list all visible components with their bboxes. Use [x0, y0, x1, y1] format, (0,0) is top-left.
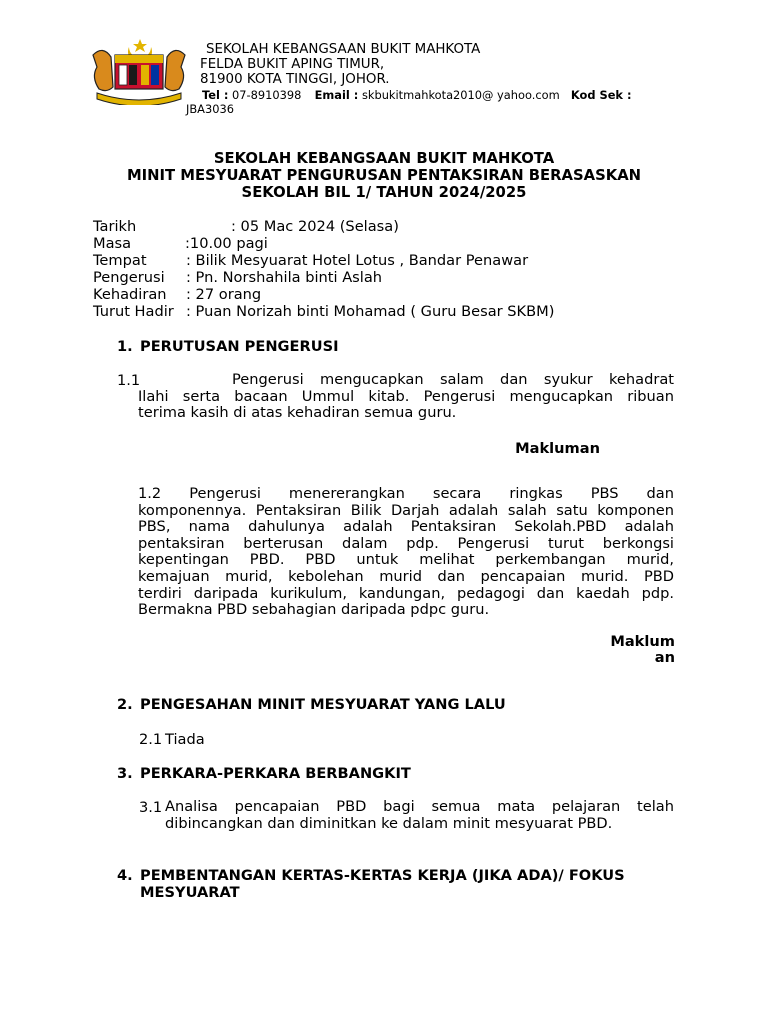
tarikh-label: Tarikh	[93, 218, 137, 235]
item-2-1-number: 2.1	[139, 731, 163, 748]
turut-hadir-label: Turut Hadir	[93, 303, 174, 320]
item-1-2-line4: pentaksiran berterusan dalam pdp. Pengerusi turut berkongsi	[138, 534, 674, 552]
email-label: Email :	[314, 88, 359, 102]
kehadiran-value: : 27 orang	[186, 286, 262, 303]
title-line3: SEKOLAH BIL 1/ TAHUN 2024/2025	[241, 184, 527, 201]
tarikh-value: : 05 Mac 2024 (Selasa)	[231, 218, 399, 235]
letterhead-address	[200, 42, 480, 87]
kod-sek-label: Kod Sek :	[570, 88, 632, 102]
item-1-1-line2: Ilahi serta bacaan Ummul kitab. Pengerusi mengucapkan ribuan	[138, 387, 674, 405]
item-1-1-line1: Pengerusi mengucapkan salam dan syukur kehadrat	[232, 371, 674, 388]
item-1-2-text	[138, 486, 674, 619]
section-2-heading	[117, 696, 506, 713]
tempat-label: Tempat	[93, 252, 147, 269]
item-3-1-line1: Analisa pencapaian PBD bagi semua mata pelajaran telah	[165, 798, 674, 815]
item-1-1-line3: terima kasih di atas kehadiran semua guru.	[138, 404, 457, 422]
item-3-1-number: 3.1	[139, 799, 163, 816]
section-4-heading	[117, 867, 625, 901]
item-1-2-line3: PBS, nama dahulunya adalah Pentaksiran Sekolah.PBD adalah	[138, 518, 674, 536]
section-1-heading	[117, 338, 339, 355]
item-2-1	[139, 731, 205, 748]
section-4-title-line1: PEMBENTANGAN KERTAS-KERTAS KERJA (JIKA ADA)/ FOKUS	[140, 867, 625, 884]
letterhead-contact	[186, 88, 632, 116]
title-line1: SEKOLAH KEBANGSAAN BUKIT MAHKOTA	[213, 150, 555, 167]
item-3-1-line2: dibincangkan dan diminitkan ke dalam minit mesyuarat PBD.	[165, 814, 613, 832]
section-2-number: 2.	[117, 696, 133, 713]
letterhead-address-line2: 81900 KOTA TINGGI, JOHOR.	[200, 72, 390, 87]
masa-value: :10.00 pagi	[185, 235, 268, 252]
item-1-2-line8: Bermakna PBD sebahagian daripada pdpc guru.	[138, 601, 490, 619]
section-3-heading	[117, 765, 411, 782]
letterhead-address-line1: FELDA BUKIT APING TIMUR,	[200, 57, 385, 72]
item-1-2-line7: terdiri daripada kurikulum, kandungan, pedagogi dan kaedah pdp.	[138, 584, 674, 602]
section-3-title: PERKARA-PERKARA BERBANGKIT	[140, 765, 411, 782]
letterhead-school-name: SEKOLAH KEBANGSAAN BUKIT MAHKOTA	[206, 42, 481, 57]
item-1-2-makluman	[574, 634, 675, 666]
section-1-title: PERUTUSAN PENGERUSI	[140, 338, 339, 355]
item-1-1-makluman: Makluman	[515, 440, 600, 457]
item-1-2-line6: kemajuan murid, kebolehan murid dan pencapaian murid. PBD	[138, 567, 674, 585]
kod-sek-value: JBA3036	[186, 102, 234, 116]
item-1-2-line1: 1.2 Pengerusi menererangkan secara ringkas PBS dan	[138, 485, 674, 502]
tel-label: Tel :	[202, 88, 229, 102]
document-title	[0, 150, 768, 201]
item-1-1-number: 1.1	[117, 372, 141, 389]
turut-hadir-value: : Puan Norizah binti Mohamad ( Guru Besar SKBM)	[186, 303, 555, 320]
section-1-number: 1.	[117, 338, 133, 355]
tel-value: 07-8910398	[232, 88, 302, 102]
item-1-2-line2: komponennya. Pentaksiran Bilik Darjah adalah salah satu komponen	[138, 501, 674, 519]
section-4-number: 4.	[117, 867, 133, 884]
title-line2: MINIT MESYUARAT PENGURUSAN PENTAKSIRAN BERASASKAN	[126, 167, 642, 184]
section-3-number: 3.	[117, 765, 133, 782]
malaysia-coat-of-arms-icon	[89, 37, 189, 105]
email-value: skbukitmahkota2010@ yahoo.com	[361, 88, 560, 102]
item-2-1-text: Tiada	[165, 731, 205, 748]
item-1-2-line5: kepentingan PBD. PBD untuk melihat perkembangan murid,	[138, 551, 674, 569]
kehadiran-label: Kehadiran	[93, 286, 167, 303]
section-2-title: PENGESAHAN MINIT MESYUARAT YANG LALU	[140, 696, 506, 713]
tempat-value: : Bilik Mesyuarat Hotel Lotus , Bandar Penawar	[186, 252, 529, 269]
item-3-1-text	[165, 799, 674, 832]
pengerusi-value: : Pn. Norshahila binti Aslah	[186, 269, 383, 286]
masa-label: Masa	[93, 235, 132, 252]
item-1-2-makluman-line2: an	[654, 649, 675, 666]
item-1-2-makluman-line1: Maklum	[610, 633, 675, 650]
section-4-title-line2: MESYUARAT	[140, 884, 240, 901]
item-1-1-text	[138, 372, 674, 422]
pengerusi-label: Pengerusi	[93, 269, 165, 286]
